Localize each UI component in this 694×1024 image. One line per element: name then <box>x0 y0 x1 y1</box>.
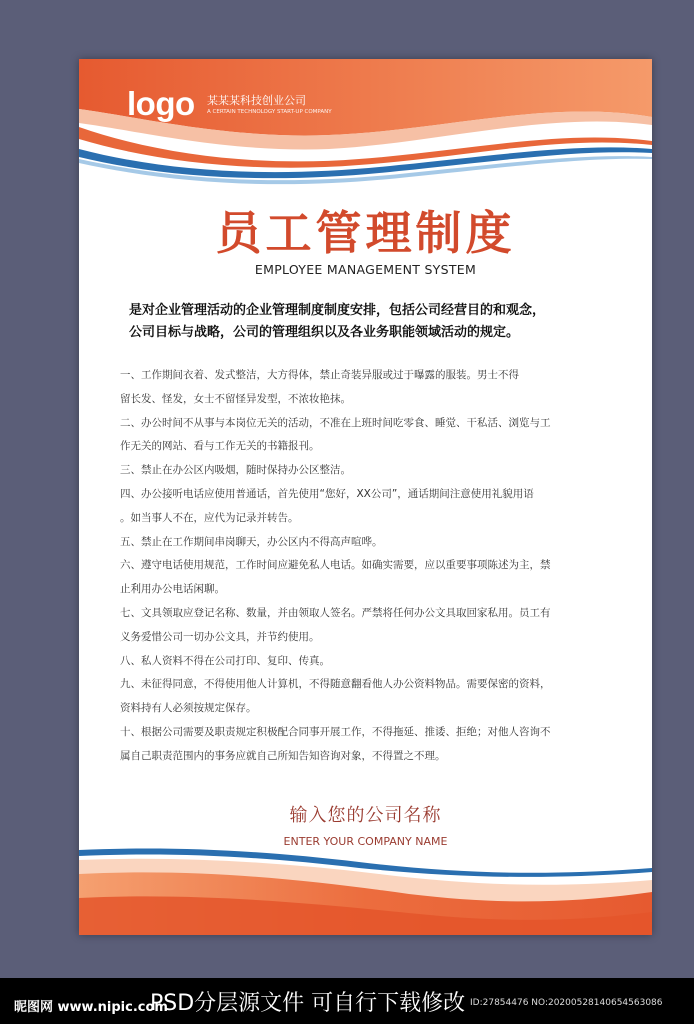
rule-line: 六、遵守电话使用规范，工作时间应避免私人电话。如确实需要，应以重要事项陈述为主，禁 <box>120 559 551 572</box>
rule-line: 。如当事人不在，应代为记录并转告。 <box>120 511 299 524</box>
rule-line: 属自己职责范围内的事务应就自己所知告知咨询对象，不得置之不理。 <box>120 749 446 762</box>
rule-line: 五、禁止在工作期间串岗聊天，办公区内不得高声喧哗。 <box>120 535 383 548</box>
watermark-site: 昵图网 www.nipic.com <box>14 1000 168 1015</box>
header-wave <box>79 59 652 189</box>
rule-line: 九、未征得同意，不得使用他人计算机，不得随意翻看他人办公资料物品。需要保密的资料， <box>120 678 551 691</box>
page-subtitle: EMPLOYEE MANAGEMENT SYSTEM <box>254 262 477 277</box>
rule-line: 一、工作期间衣着、发式整洁，大方得体，禁止奇装异服或过于曝露的服装。男士不得 <box>120 369 519 381</box>
rule-line: 作无关的网站、看与工作无关的书籍报刊。 <box>120 440 320 453</box>
footer-wave <box>79 840 652 935</box>
rule-line: 留长发、怪发，女士不留怪异发型，不浓妆艳抹。 <box>120 392 351 405</box>
poster <box>79 59 652 935</box>
rule-line: 八、私人资料不得在公司打印、复印、传真。 <box>120 654 330 667</box>
rule-line: 三、禁止在办公区内吸烟，随时保持办公区整洁。 <box>120 464 351 477</box>
intro-line: 公司目标与战略，公司的管理组织以及各业务职能领域活动的规定。 <box>129 325 520 340</box>
rule-line: 七、文具领取应登记名称、数量，并由领取人签名。严禁将任何办公文具取回家私用。员工有 <box>120 606 551 619</box>
rule-line: 二、办公时间不从事与本岗位无关的活动，不准在上班时间吃零食、睡觉、干私活、浏览与工 <box>120 416 551 429</box>
watermark-caption: PSD分层源文件 可自行下载修改 <box>150 991 466 1016</box>
company-name-cn: 某某某科技创业公司 <box>207 94 306 107</box>
footer-company-cn: 输入您的公司名称 <box>289 805 442 826</box>
rule-line: 止利用办公电话闲聊。 <box>120 583 225 596</box>
footer-company-en: ENTER YOUR COMPANY NAME <box>283 835 448 848</box>
rule-line: 十、根据公司需要及职责规定积极配合同事开展工作，不得拖延、推诿、拒绝；对他人咨询不 <box>120 725 551 738</box>
intro-line: 是对企业管理活动的企业管理制度制度安排，包括公司经营目的和观念， <box>129 303 546 318</box>
rules-list <box>120 364 620 769</box>
page-title: 员工管理制度 <box>215 206 516 260</box>
company-name-en: A CERTAIN TECHNOLOGY START-UP COMPANY <box>207 109 332 115</box>
logo: logo <box>127 85 195 122</box>
watermark-id: ID:27854476 NO:20200528140654563086 <box>470 998 663 1008</box>
rule-line: 四、办公接听电话应使用普通话，首先使用“您好，XX公司”，通话期间注意使用礼貌用语 <box>120 487 534 500</box>
rule-line: 义务爱惜公司一切办公文具，并节约使用。 <box>120 630 320 643</box>
rule-line: 资料持有人必须按规定保存。 <box>120 702 257 715</box>
intro-paragraph <box>129 300 629 344</box>
